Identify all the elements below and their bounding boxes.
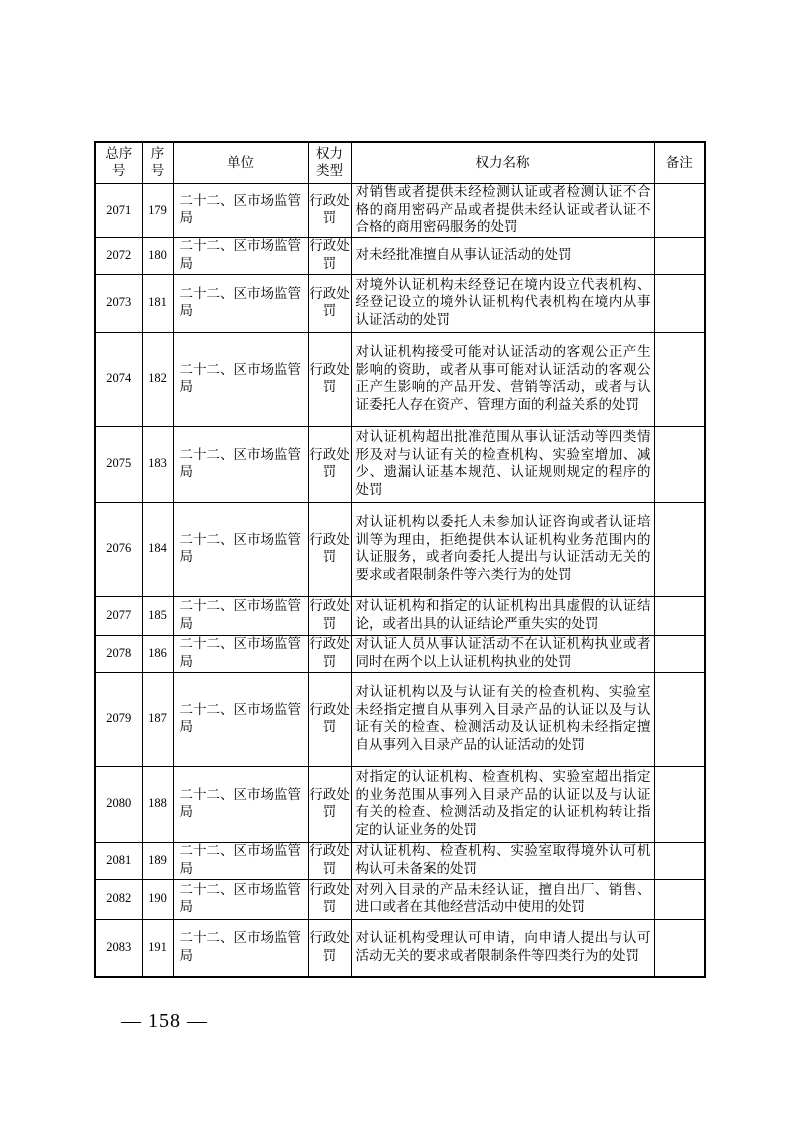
cell-unit: 二十二、区市场监管局 [173, 237, 308, 274]
cell-power-type: 行政处罚 [308, 635, 351, 672]
table-row [95, 919, 705, 977]
cell-power-type: 行政处罚 [308, 596, 351, 635]
cell-total-number: 2074 [95, 332, 142, 426]
cell-power-type: 行政处罚 [308, 766, 351, 842]
cell-sequence-number: 181 [142, 274, 173, 332]
cell-sequence-number: 191 [142, 919, 173, 977]
cell-power-type: 行政处罚 [308, 184, 351, 238]
cell-power-name: 对指定的认证机构、检查机构、实验室超出指定的业务范围从事列入目录产品的认证以及与认证有关的检查、检测活动及指定的认证机构转让指定的认证业务的处罚 [351, 766, 654, 842]
cell-sequence-number: 183 [142, 426, 173, 502]
cell-power-name: 对列入目录的产品未经认证，擅自出厂、销售、进口或者在其他经营活动中使用的处罚 [351, 879, 654, 919]
cell-unit: 二十二、区市场监管局 [173, 184, 308, 238]
cell-total-number: 2077 [95, 596, 142, 635]
page-number: — 158 — [121, 1010, 208, 1032]
cell-total-number: 2073 [95, 274, 142, 332]
cell-power-type: 行政处罚 [308, 879, 351, 919]
table-row [95, 502, 705, 596]
cell-total-number: 2072 [95, 237, 142, 274]
cell-sequence-number: 182 [142, 332, 173, 426]
table-row [95, 332, 705, 426]
cell-sequence-number: 186 [142, 635, 173, 672]
table-row [95, 274, 705, 332]
table-row [95, 672, 705, 766]
header-unit: 单位 [173, 142, 308, 184]
cell-remarks [654, 274, 705, 332]
cell-unit: 二十二、区市场监管局 [173, 332, 308, 426]
cell-power-type: 行政处罚 [308, 237, 351, 274]
cell-power-name: 对认证机构和指定的认证机构出具虚假的认证结论，或者出具的认证结论严重失实的处罚 [351, 596, 654, 635]
cell-total-number: 2076 [95, 502, 142, 596]
cell-power-type: 行政处罚 [308, 332, 351, 426]
table-row [95, 635, 705, 672]
table-row [95, 426, 705, 502]
cell-sequence-number: 185 [142, 596, 173, 635]
cell-total-number: 2078 [95, 635, 142, 672]
cell-sequence-number: 189 [142, 842, 173, 879]
power-list-table-container [94, 141, 704, 978]
table-row [95, 237, 705, 274]
cell-power-type: 行政处罚 [308, 426, 351, 502]
cell-sequence-number: 188 [142, 766, 173, 842]
cell-total-number: 2082 [95, 879, 142, 919]
header-power-name: 权力名称 [351, 142, 654, 184]
cell-unit: 二十二、区市场监管局 [173, 672, 308, 766]
table-row [95, 879, 705, 919]
cell-total-number: 2079 [95, 672, 142, 766]
cell-sequence-number: 179 [142, 184, 173, 238]
cell-power-name: 对认证机构以及与认证有关的检查机构、实验室未经指定擅自从事列入目录产品的认证以及与认证有关的检查、检测活动及认证机构未经指定擅自从事列入目录产品的认证活动的处罚 [351, 672, 654, 766]
table-header-row [95, 142, 705, 184]
cell-remarks [654, 596, 705, 635]
cell-remarks [654, 672, 705, 766]
cell-remarks [654, 766, 705, 842]
cell-unit: 二十二、区市场监管局 [173, 919, 308, 977]
cell-power-name: 对认证机构以委托人未参加认证咨询或者认证培训等为理由，拒绝提供本认证机构业务范围内的认证服务，或者向委托人提出与认证活动无关的要求或者限制条件等六类行为的处罚 [351, 502, 654, 596]
cell-total-number: 2080 [95, 766, 142, 842]
cell-power-name: 对认证机构超出批准范围从事认证活动等四类情形及对与认证有关的检查机构、实验室增加、减少、遗漏认证基本规范、认证规则规定的程序的处罚 [351, 426, 654, 502]
cell-total-number: 2075 [95, 426, 142, 502]
header-sequence-number: 序号 [142, 142, 173, 184]
table-row [95, 842, 705, 879]
cell-remarks [654, 879, 705, 919]
cell-power-name: 对未经批准擅自从事认证活动的处罚 [351, 237, 654, 274]
header-remarks: 备注 [654, 142, 705, 184]
cell-remarks [654, 184, 705, 238]
cell-remarks [654, 237, 705, 274]
cell-unit: 二十二、区市场监管局 [173, 635, 308, 672]
cell-unit: 二十二、区市场监管局 [173, 596, 308, 635]
power-list-table [94, 141, 706, 978]
cell-unit: 二十二、区市场监管局 [173, 426, 308, 502]
cell-remarks [654, 842, 705, 879]
cell-remarks [654, 635, 705, 672]
cell-power-name: 对境外认证机构未经登记在境内设立代表机构、经登记设立的境外认证机构代表机构在境内从事认证活动的处罚 [351, 274, 654, 332]
cell-power-name: 对认证机构受理认可申请，向申请人提出与认可活动无关的要求或者限制条件等四类行为的处罚 [351, 919, 654, 977]
cell-power-name: 对认证机构、检查机构、实验室取得境外认可机构认可未备案的处罚 [351, 842, 654, 879]
cell-power-type: 行政处罚 [308, 919, 351, 977]
cell-sequence-number: 187 [142, 672, 173, 766]
cell-remarks [654, 426, 705, 502]
cell-sequence-number: 190 [142, 879, 173, 919]
cell-total-number: 2081 [95, 842, 142, 879]
header-total-number: 总序号 [95, 142, 142, 184]
header-power-type: 权力类型 [308, 142, 351, 184]
cell-power-type: 行政处罚 [308, 842, 351, 879]
cell-unit: 二十二、区市场监管局 [173, 766, 308, 842]
cell-sequence-number: 180 [142, 237, 173, 274]
cell-unit: 二十二、区市场监管局 [173, 842, 308, 879]
cell-unit: 二十二、区市场监管局 [173, 274, 308, 332]
table-row [95, 596, 705, 635]
cell-remarks [654, 502, 705, 596]
cell-total-number: 2071 [95, 184, 142, 238]
cell-unit: 二十二、区市场监管局 [173, 879, 308, 919]
cell-power-type: 行政处罚 [308, 502, 351, 596]
cell-sequence-number: 184 [142, 502, 173, 596]
cell-power-name: 对销售或者提供未经检测认证或者检测认证不合格的商用密码产品或者提供未经认证或者认证不合格的商用密码服务的处罚 [351, 184, 654, 238]
cell-power-type: 行政处罚 [308, 274, 351, 332]
cell-power-name: 对认证人员从事认证活动不在认证机构执业或者同时在两个以上认证机构执业的处罚 [351, 635, 654, 672]
table-row [95, 766, 705, 842]
cell-power-type: 行政处罚 [308, 672, 351, 766]
cell-remarks [654, 332, 705, 426]
cell-power-name: 对认证机构接受可能对认证活动的客观公正产生影响的资助，或者从事可能对认证活动的客观公正产生影响的产品开发、营销等活动，或者与认证委托人存在资产、管理方面的利益关系的处罚 [351, 332, 654, 426]
table-row [95, 184, 705, 238]
cell-remarks [654, 919, 705, 977]
cell-total-number: 2083 [95, 919, 142, 977]
cell-unit: 二十二、区市场监管局 [173, 502, 308, 596]
